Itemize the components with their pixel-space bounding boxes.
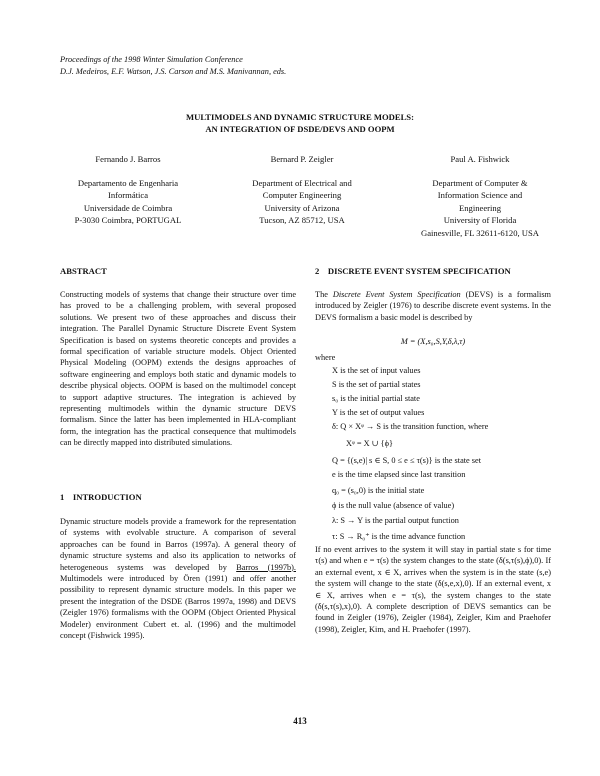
def-elapsed-time: e is the time elapsed since last transition: [332, 470, 466, 479]
affiliation-line: University of Florida: [443, 215, 517, 225]
section-2-heading: 2 DISCRETE EVENT SYSTEM SPECIFICATION: [315, 266, 511, 276]
affiliation-line: Informática: [107, 190, 149, 200]
title-line-1: MULTIMODELS AND DYNAMIC STRUCTURE MODELS:: [186, 112, 414, 122]
author-block-2: [217, 153, 387, 227]
affiliation-line: Department of Electrical and: [252, 177, 352, 188]
affiliation-line: Departamento de Engenharia: [77, 177, 179, 188]
section-2-para-1: [315, 289, 551, 323]
def-time-advance: τ: S → R₀⁺ is the time advance function: [332, 532, 466, 541]
affiliation-line: University of Arizona: [264, 202, 340, 213]
page-number: 413: [293, 716, 307, 726]
def-output-set: Y is the set of output values: [332, 408, 425, 417]
proceedings-line-2: D.J. Medeiros, E.F. Watson, J.S. Carson and M.S. Manivannan, eds.: [60, 67, 287, 76]
def-transition-function: δ: Q × Xᵠ → S is the transition function, where: [332, 422, 489, 431]
def-initial-state: q₀ = (s₀,0) is the initial state: [332, 486, 425, 495]
affiliation-line: Information Science and: [437, 190, 523, 200]
affiliation-line: Universidade de Coimbra: [83, 202, 173, 213]
def-input-set: X is the set of input values: [332, 366, 421, 375]
author-name: Bernard P. Zeigler: [270, 154, 334, 164]
para1-end: (DEVS) is a formalism introduced by Zeigler (1976) to describe discrete event systems. In the DEVS formalism a basic model is described by: [315, 290, 551, 322]
def-output-function: λ: S → Y is the partial output function: [332, 516, 459, 525]
where-label: where: [315, 353, 336, 362]
section-2-semantics: [315, 544, 551, 635]
def-partial-states: S is the set of partial states: [332, 380, 421, 389]
affiliation-line: Tucson, AZ 85712, USA: [259, 215, 345, 225]
affiliation-line: P-3030 Coimbra, PORTUGAL: [74, 215, 182, 225]
introduction-heading: 1 INTRODUCTION: [60, 492, 142, 502]
def-initial-partial-state: s₀ is the initial partial state: [332, 394, 420, 403]
abstract-heading: ABSTRACT: [60, 266, 107, 276]
author-name: Fernando J. Barros: [95, 154, 161, 164]
title-line-2: AN INTEGRATION OF DSDE/DEVS AND OOPM: [205, 124, 395, 134]
affiliation-line: Engineering: [459, 202, 501, 213]
para1-start: The: [315, 290, 333, 299]
intro-text-part-b: Multimodels were introduced by Ören (1991) and offer another possibility to represent dynamic structure models. In this paper we present the integration of the DSDE (Barros 1997a, 1998) and DEVS (Zeigler 1976) formalisms with the OOPM (Object Oriented Physical Modeler) environment Cubert et. al. (1996) and the multimodel concept (Fishwick 1995).: [60, 574, 296, 641]
devs-term: Discrete Event System Specification: [332, 290, 461, 299]
author-name: Paul A. Fishwick: [450, 154, 510, 164]
proceedings-header: [60, 54, 286, 78]
author-block-3: [395, 153, 565, 239]
barros-1997b-link[interactable]: Barros (1997b).: [236, 562, 296, 572]
paper-title: [0, 111, 600, 135]
author-block-1: [43, 153, 213, 227]
intro-text-part-a: Dynamic structure models provide a framework for the representation of systems with evolvable structure. A comparison of several approaches can be found in Barros (1997a). A general theory of dynamic structure systems and also its application to networks of heterogeneous systems was developed by: [60, 517, 296, 572]
proceedings-line-1: Proceedings of the 1998 Winter Simulation Conference: [60, 55, 243, 64]
abstract-body: [60, 289, 296, 449]
introduction-text: [60, 516, 296, 641]
affiliation-line: Department of Computer &: [432, 177, 528, 188]
introduction-body: [60, 516, 296, 641]
affiliation-line: Gainesville, FL 32611-6120, USA: [421, 227, 539, 238]
def-x-phi: Xᵠ = X ∪ {ϕ}: [346, 439, 394, 448]
section-2-intro: [315, 289, 551, 323]
abstract-text: Constructing models of systems that change their structure over time has proved to be a challenging problem, with several proposed solutions. We present two of these approaches and discuss their integration. The Parallel Dynamic Structure Discrete Event System Specification is based on systems theoretic concepts and provides a formal specification of variable structure models. Object Oriented Physical Modeling (OOPM) extends the designs approaches of software engineering and employs both static and dynamic models to describe physical objects. OOPM is based on the multimodel concept to support adaptive structures. The integration is achieved by representing multimodels within the dynamic structure DEVS formalism. Since the latter has been implemented in HLA-compliant form, the integration has the practical consequence that multimodels can be directly mapped into distributed simulations.: [60, 290, 296, 448]
def-null-value: ϕ is the null value (absence of value): [332, 501, 455, 510]
affiliation-line: Computer Engineering: [262, 190, 342, 200]
section-2-para-2: If no event arrives to the system it will stay in partial state s for time τ(s) and when e = τ(s) the system changes to the state (δ(s,τ(s),ϕ),0). If an external event, x ∈ X, arrives when the system is in the state (s,e) the system will change to the state (δ(s,e,x),0). If an external event, x ∈ X, arrives when e = τ(s), the system changes to the state (δ(s,τ(s),x),0). A complete description of DEVS semantics can be found in Zeigler (1976), Zeigler (1984), Zeigler, Kim and Praehofer (1998), Zeigler, Kim, and H. Praehofer (1997).: [315, 545, 551, 634]
def-state-set: Q = {(s,e)| s ∈ S, 0 ≤ e ≤ τ(s)} is the state set: [332, 456, 482, 465]
devs-formula: M = (X,s₀,S,Y,δ,λ,τ): [400, 337, 466, 346]
